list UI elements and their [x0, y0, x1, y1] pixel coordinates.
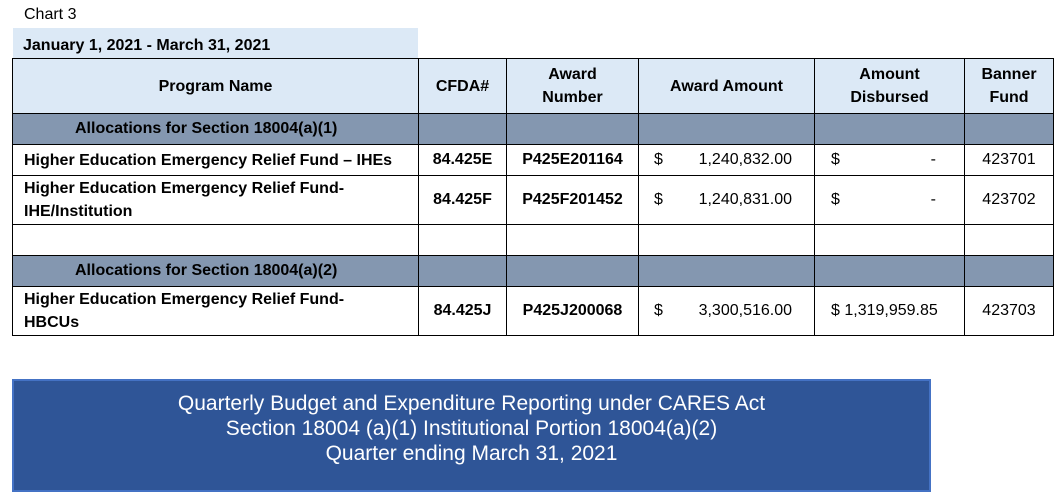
- header-award-number: [507, 59, 639, 114]
- chart-label: Chart 3: [24, 6, 77, 23]
- amount-disbursed: [815, 145, 965, 176]
- blank-cell: [965, 225, 1054, 256]
- cfda-number: 84.425J: [419, 287, 507, 336]
- section-cell: [965, 114, 1054, 145]
- header-amount-disbursed-line2: Disbursed: [850, 89, 929, 106]
- section-row: [13, 256, 1054, 287]
- banner-fund: 423703: [965, 287, 1054, 336]
- award-amount: [639, 287, 815, 336]
- blank-cell: [13, 225, 419, 256]
- program-name: [13, 145, 419, 176]
- currency-symbol: $: [654, 151, 663, 168]
- section-cell: [815, 256, 965, 287]
- header-banner-fund-line2: Fund: [989, 89, 1029, 106]
- summary-line1: Quarterly Budget and Expenditure Reporting under CARES Act: [177, 392, 766, 415]
- header-award-number-line1: Award: [548, 66, 597, 83]
- amount-disbursed: $ 1,319,959.85: [815, 287, 965, 336]
- section-cell: [815, 114, 965, 145]
- cfda-number: 84.425E: [419, 145, 507, 176]
- table-row: [13, 287, 1054, 336]
- header-program-name: Program Name: [13, 59, 419, 114]
- blank-row: [13, 225, 1054, 256]
- cfda-number: 84.425F: [419, 176, 507, 225]
- section-cell: [639, 114, 815, 145]
- table-row: [13, 145, 1054, 176]
- blank-cell: [419, 225, 507, 256]
- currency-symbol: $: [831, 151, 840, 168]
- header-award-amount: Award Amount: [639, 59, 815, 114]
- section-cell: [639, 256, 815, 287]
- disbursed-value: -: [930, 191, 936, 208]
- banner-fund: 423701: [965, 145, 1054, 176]
- award-number: P425F201452: [507, 176, 639, 225]
- blank-cell: [815, 225, 965, 256]
- reporting-period: January 1, 2021 - March 31, 2021: [13, 28, 418, 59]
- section-cell: [419, 256, 507, 287]
- program-name-line1: Higher Education Emergency Relief Fund-: [24, 180, 345, 197]
- section-cell: [965, 256, 1054, 287]
- blank-cell: [639, 225, 815, 256]
- award-amount: [639, 176, 815, 225]
- header-banner-fund: [965, 59, 1054, 114]
- funding-table: [12, 58, 1054, 336]
- table-header-row: [13, 59, 1054, 114]
- table-row: [13, 176, 1054, 225]
- award-number: P425E201164: [507, 145, 639, 176]
- program-name-line2: IHE/Institution: [24, 203, 133, 220]
- program-name: [13, 287, 419, 336]
- section-cell: [507, 114, 639, 145]
- report-summary-box: [12, 379, 931, 492]
- disbursed-value: -: [930, 151, 936, 168]
- header-amount-disbursed-line1: Amount: [859, 66, 920, 83]
- award-number: P425J200068: [507, 287, 639, 336]
- program-name-line1: Higher Education Emergency Relief Fund – IHEs: [24, 151, 393, 169]
- currency-symbol: $: [654, 302, 663, 319]
- currency-symbol: $: [831, 191, 840, 208]
- award-amount: [639, 145, 815, 176]
- amount-disbursed: [815, 176, 965, 225]
- award-amount-value: 1,240,832.00: [698, 151, 792, 168]
- program-name-line1: Higher Education Emergency Relief Fund-: [24, 291, 345, 308]
- program-name: [13, 176, 419, 225]
- header-cfda: CFDA#: [419, 59, 507, 114]
- award-amount-value: 3,300,516.00: [698, 302, 792, 319]
- header-amount-disbursed: [815, 59, 965, 114]
- summary-line2: Section 18004 (a)(1) Institutional Portion 18004(a)(2): [225, 417, 718, 440]
- currency-symbol: $: [654, 191, 663, 208]
- section-title: Allocations for Section 18004(a)(1): [13, 114, 419, 145]
- blank-cell: [507, 225, 639, 256]
- header-award-number-line2: Number: [542, 89, 603, 106]
- award-amount-value: 1,240,831.00: [698, 191, 792, 208]
- section-cell: [419, 114, 507, 145]
- section-title: Allocations for Section 18004(a)(2): [13, 256, 419, 287]
- header-banner-fund-line1: Banner: [981, 66, 1037, 83]
- summary-line3: Quarter ending March 31, 2021: [325, 442, 618, 465]
- program-name-line2: HBCUs: [24, 314, 80, 331]
- banner-fund: 423702: [965, 176, 1054, 225]
- section-row: [13, 114, 1054, 145]
- section-cell: [507, 256, 639, 287]
